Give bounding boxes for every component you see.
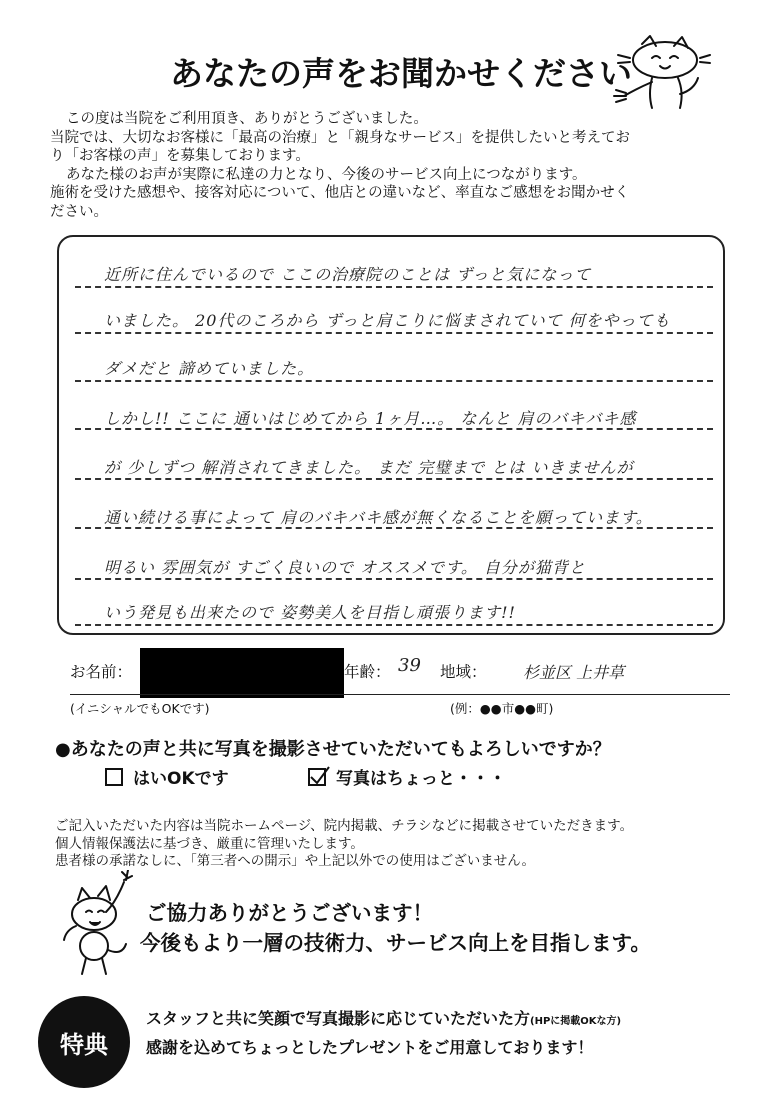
thanks-line: 今後もより一層の技術力、サービス向上を目指します。 xyxy=(140,931,651,955)
intro-line: 施術を受けた感想や、接客対応について、他店との違いなど、率直なご感想をお聞かせく xyxy=(50,185,630,201)
intro-line: 当院では、大切なお客様に「最高の治療」と「親身なサービス」を提供したいと考えてお xyxy=(50,129,630,146)
region-hint: (例：●●市●●町) xyxy=(450,701,554,716)
age-value: 39 xyxy=(398,655,421,676)
intro-line: り「お客様の声」を募集しております。 xyxy=(50,148,310,164)
photo-question: ●あなたの声と共に写真を撮影させていただいてもよろしいですか？ xyxy=(55,739,611,760)
cat-cheering-icon xyxy=(62,870,140,978)
age-label: 年齢： xyxy=(344,663,391,681)
ruled-line xyxy=(75,380,713,382)
testimonial-line: 近所に住んでいるので ここの治療院のことは ずっと気になって xyxy=(104,265,592,284)
testimonial-line: 通い続ける事によって 肩のバキバキ感が無くなることを願っています。 xyxy=(104,508,653,527)
name-redaction xyxy=(140,648,344,698)
ruled-line xyxy=(75,286,713,288)
ruled-line xyxy=(75,332,713,334)
ruled-line xyxy=(75,624,713,626)
ruled-line xyxy=(75,578,713,580)
testimonial-line: いました。 20代のころから ずっと肩こりに悩まされていて 何をやっても xyxy=(104,311,671,330)
photo-option-no[interactable] xyxy=(308,764,506,789)
form-underline xyxy=(70,694,730,695)
checkbox-checked-icon[interactable] xyxy=(308,768,326,786)
name-hint: (イニシャルでもOKです) xyxy=(70,701,210,716)
page-title: あなたの声をお聞かせください xyxy=(170,54,632,93)
checkbox-unchecked-icon[interactable] xyxy=(105,768,123,786)
photo-option-no-label: 写真はちょっと・・・ xyxy=(336,769,506,789)
intro-line: あなた様のお声が実際に私達の力となり、今後のサービス向上につながります。 xyxy=(66,166,587,183)
notice-line: 個人情報保護法に基づき、厳重に管理いたします。 xyxy=(55,835,364,852)
region-value: 杉並区 上井草 xyxy=(523,663,625,682)
intro-text xyxy=(50,110,750,221)
bonus-badge: 特典 xyxy=(38,996,130,1088)
testimonial-line: が 少しずつ 解消されてきました。 まだ 完璧まで とは いきませんが xyxy=(104,458,634,477)
testimonial-line: ダメだと 諦めていました。 xyxy=(104,359,315,378)
privacy-notice xyxy=(55,818,633,871)
photo-option-yes-label: はいOKです xyxy=(133,769,229,789)
notice-line: ご記入いただいた内容は当院ホームページ、院内掲載、チラシなどに掲載させていただきます。 xyxy=(55,818,634,834)
photo-option-yes[interactable] xyxy=(105,764,229,789)
intro-line: この度は当院をご利用頂き、ありがとうございました。 xyxy=(66,111,428,127)
testimonial-line: いう発見も出来たので 姿勢美人を目指し頑張ります!! xyxy=(104,603,516,622)
ruled-line xyxy=(75,478,713,480)
bonus-line: 感謝を込めてちょっとしたプレゼントをご用意しております！ xyxy=(146,1038,594,1057)
thanks-message xyxy=(140,898,651,958)
name-label: お名前： xyxy=(70,663,133,681)
bonus-line: スタッフと共に笑顔で写真撮影に応じていただいた方 xyxy=(146,1009,531,1028)
bonus-text xyxy=(146,1006,621,1061)
testimonial-line: しかし!! ここに 通いはじめてから 1ヶ月…。 なんと 肩のバキバキ感 xyxy=(104,409,637,428)
intro-line: ださい。 xyxy=(50,203,108,220)
notice-line: 患者様の承諾なしに、「第三者への開示」や上記以外での使用はございません。 xyxy=(55,853,536,869)
cat-illustration-icon xyxy=(612,34,712,112)
testimonial-line: 明るい 雰囲気が すごく良いので オススメです。 自分が猫背と xyxy=(104,558,586,577)
region-label: 地域： xyxy=(440,663,487,681)
thanks-line: ご協力ありがとうございます！ xyxy=(146,901,433,925)
bonus-note: (HPに掲載OKな方) xyxy=(530,1016,622,1027)
